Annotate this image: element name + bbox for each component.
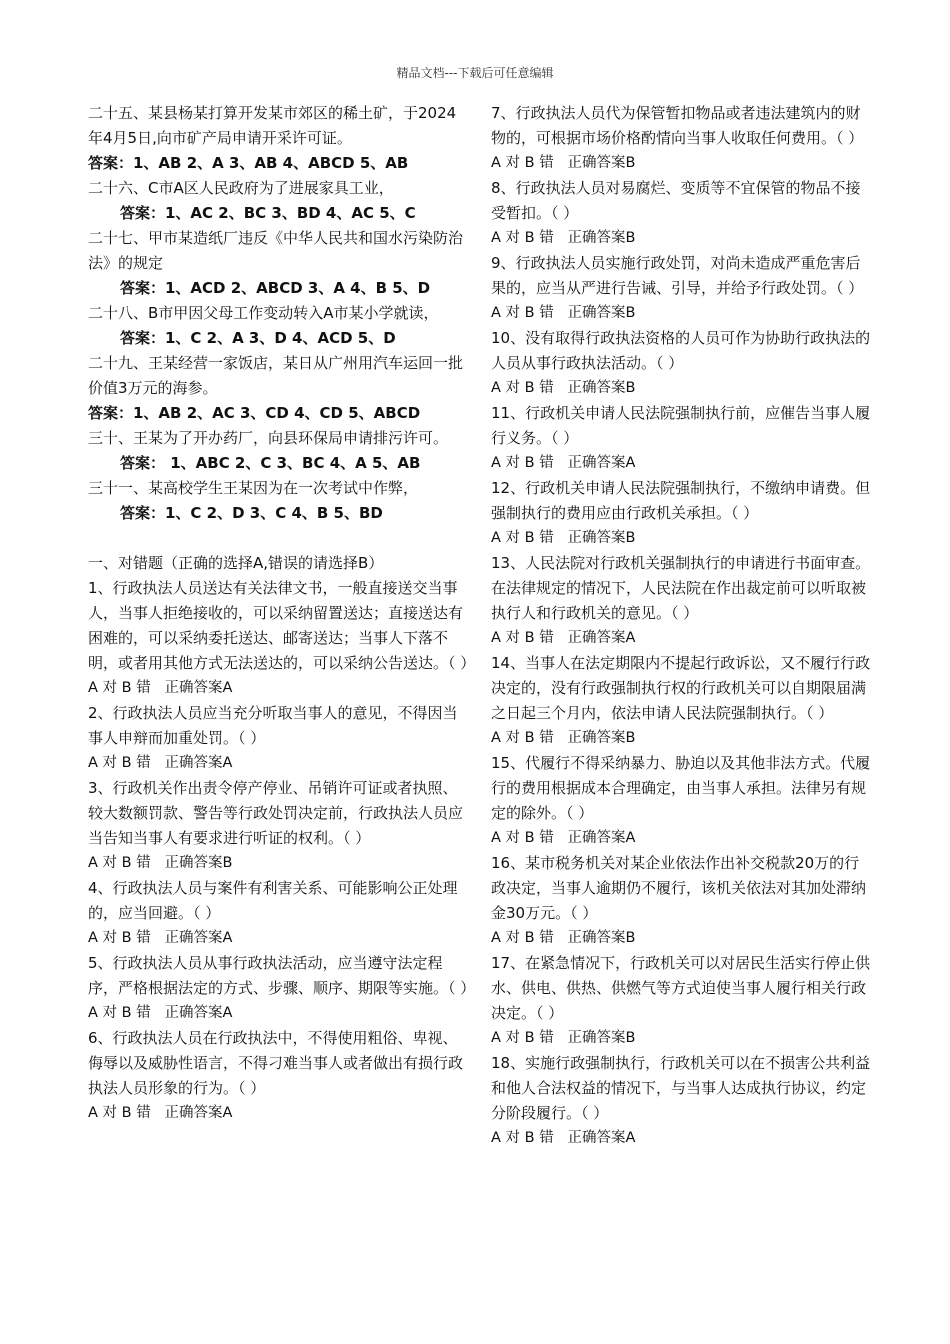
case-answer: 答案：1、AB 2、AC 3、CD 4、CD 5、ABCD xyxy=(88,404,421,422)
case-answer: 答案：1、C 2、A 3、D 4、ACD 5、D xyxy=(120,329,396,347)
tf-question: 12、行政机关申请人民法院强制执行，不缴纳申请费。但强制执行的费用应由行政机关承担。（ ） xyxy=(491,479,871,522)
tf-question: 10、没有取得行政执法资格的人员可作为协助行政执法的人员从事行政执法活动。（ ） xyxy=(491,329,871,372)
case-answer: 答案：1、ACD 2、ABCD 3、A 4、B 5、D xyxy=(120,279,431,297)
tf-question: 2、行政执法人员应当充分听取当事人的意见，不得因当事人申辩而加重处罚。（ ） xyxy=(88,704,458,747)
tf-answer: A 对 B 错 正确答案B xyxy=(491,230,636,246)
case-question: 三十一、某高校学生王某因为在一次考试中作弊， xyxy=(88,479,419,497)
case-question: 二十七、甲市某造纸厂违反《中华人民共和国水污染防治法》的规定 xyxy=(88,229,464,272)
tf-question: 13、人民法院对行政机关强制执行的申请进行书面审查。在法律规定的情况下，人民法院在作出裁定前可以听取被执行人和行政机关的意见。（ ） xyxy=(491,554,871,622)
tf-answer: A 对 B 错 正确答案B xyxy=(491,380,636,396)
case-question: 三十、王某为了开办药厂，向县环保局申请排污许可。 xyxy=(88,429,449,447)
case-answer: 答案：1、AB 2、A 3、AB 4、ABCD 5、AB xyxy=(88,154,409,172)
case-question: 二十九、王某经营一家饭店，某日从广州用汽车运回一批价值3万元的海参。 xyxy=(88,354,464,397)
tf-answer: A 对 B 错 正确答案B xyxy=(491,530,636,546)
tf-answer: A 对 B 错 正确答案A xyxy=(491,1130,636,1146)
tf-answer: A 对 B 错 正确答案A xyxy=(88,1005,233,1021)
left-column xyxy=(88,101,476,1126)
tf-answer: A 对 B 错 正确答案B xyxy=(491,930,636,946)
tf-answer: A 对 B 错 正确答案B xyxy=(491,730,636,746)
page-header: 精品文档---下载后可任意编辑 xyxy=(396,66,554,80)
case-answer: 答案：1、C 2、D 3、C 4、B 5、BD xyxy=(120,504,383,522)
tf-question: 9、行政执法人员实施行政处罚，对尚未造成严重危害后果的，应当从严进行告诫、引导，并给予行政处罚。（ ） xyxy=(491,254,864,297)
tf-question: 4、行政执法人员与案件有利害关系、可能影响公正处理的，应当回避。（ ） xyxy=(88,879,458,922)
tf-question: 16、某市税务机关对某企业依法作出补交税款20万的行政决定，当事人逾期仍不履行，该机关依法对其加处滞纳金30万元。（ ） xyxy=(491,854,867,922)
case-question: 二十五、某县杨某打算开发某市郊区的稀土矿，于2024年4月5日,向市矿产局申请开采许可证。 xyxy=(88,104,457,147)
spacer xyxy=(88,526,468,551)
tf-question: 3、行政机关作出责令停产停业、吊销许可证或者执照、较大数额罚款、警告等行政处罚决定前，行政执法人员应当告知当事人有要求进行听证的权利。（ ） xyxy=(88,779,464,847)
tf-question: 7、行政执法人员代为保管暂扣物品或者违法建筑内的财物的，可根据市场价格酌情向当事人收取任何费用。（ ） xyxy=(491,104,864,147)
tf-answer: A 对 B 错 正确答案B xyxy=(491,1030,636,1046)
tf-answer: A 对 B 错 正确答案A xyxy=(88,755,233,771)
tf-answer: A 对 B 错 正确答案A xyxy=(491,830,636,846)
tf-answer: A 对 B 错 正确答案B xyxy=(491,305,636,321)
section-title: 一、对错题（正确的选择A,错误的请选择B） xyxy=(88,554,384,572)
tf-question: 15、代履行不得采纳暴力、胁迫以及其他非法方式。代履行的费用根据成本合理确定，由当事人承担。法律另有规定的除外。（ ） xyxy=(491,754,871,822)
tf-question: 1、行政执法人员送达有关法律文书，一般直接送交当事人，当事人拒绝接收的，可以采纳留置送达；直接送达有困难的，可以采纳委托送达、邮寄送达；当事人下落不明，或者用其他方式无法送达的，可以采纳公告送达。（ ） xyxy=(88,579,476,672)
tf-question: 11、行政机关申请人民法院强制执行前，应催告当事人履行义务。（ ） xyxy=(491,404,871,447)
tf-question: 18、实施行政强制执行，行政机关可以在不损害公共利益和他人合法权益的情况下，与当事人达成执行协议，约定分阶段履行。（ ） xyxy=(491,1054,871,1122)
tf-answer: A 对 B 错 正确答案B xyxy=(491,155,636,171)
tf-question: 8、行政执法人员对易腐烂、变质等不宜保管的物品不接受暂扣。（ ） xyxy=(491,179,861,222)
case-question: 二十六、C市A区人民政府为了进展家具工业， xyxy=(88,179,394,197)
tf-question: 5、行政执法人员从事行政执法活动，应当遵守法定程序，严格根据法定的方式、步骤、顺序、期限等实施。（ ） xyxy=(88,954,476,997)
tf-question: 17、在紧急情况下，行政机关可以对居民生活实行停止供水、供电、供热、供燃气等方式迫使当事人履行相关行政决定。（ ） xyxy=(491,954,871,1022)
tf-answer: A 对 B 错 正确答案B xyxy=(88,855,233,871)
tf-question: 14、当事人在法定期限内不提起行政诉讼，又不履行行政决定的，没有行政强制执行权的行政机关可以自期限届满之日起三个月内，依法申请人民法院强制执行。（ ） xyxy=(491,654,871,722)
tf-question: 6、行政执法人员在行政执法中，不得使用粗俗、卑视、侮辱以及威胁性语言，不得刁难当事人或者做出有损行政执法人员形象的行为。（ ） xyxy=(88,1029,464,1097)
tf-answer: A 对 B 错 正确答案A xyxy=(88,1105,233,1121)
right-column xyxy=(491,101,871,1151)
case-question: 二十八、B市甲因父母工作变动转入A市某小学就读， xyxy=(88,304,439,322)
tf-answer: A 对 B 错 正确答案A xyxy=(491,455,636,471)
tf-answer: A 对 B 错 正确答案A xyxy=(88,680,233,696)
case-answer: 答案： 1、ABC 2、C 3、BC 4、A 5、AB xyxy=(120,454,421,472)
case-answer: 答案：1、AC 2、BC 3、BD 4、AC 5、C xyxy=(120,204,416,222)
tf-answer: A 对 B 错 正确答案A xyxy=(88,930,233,946)
tf-answer: A 对 B 错 正确答案A xyxy=(491,630,636,646)
